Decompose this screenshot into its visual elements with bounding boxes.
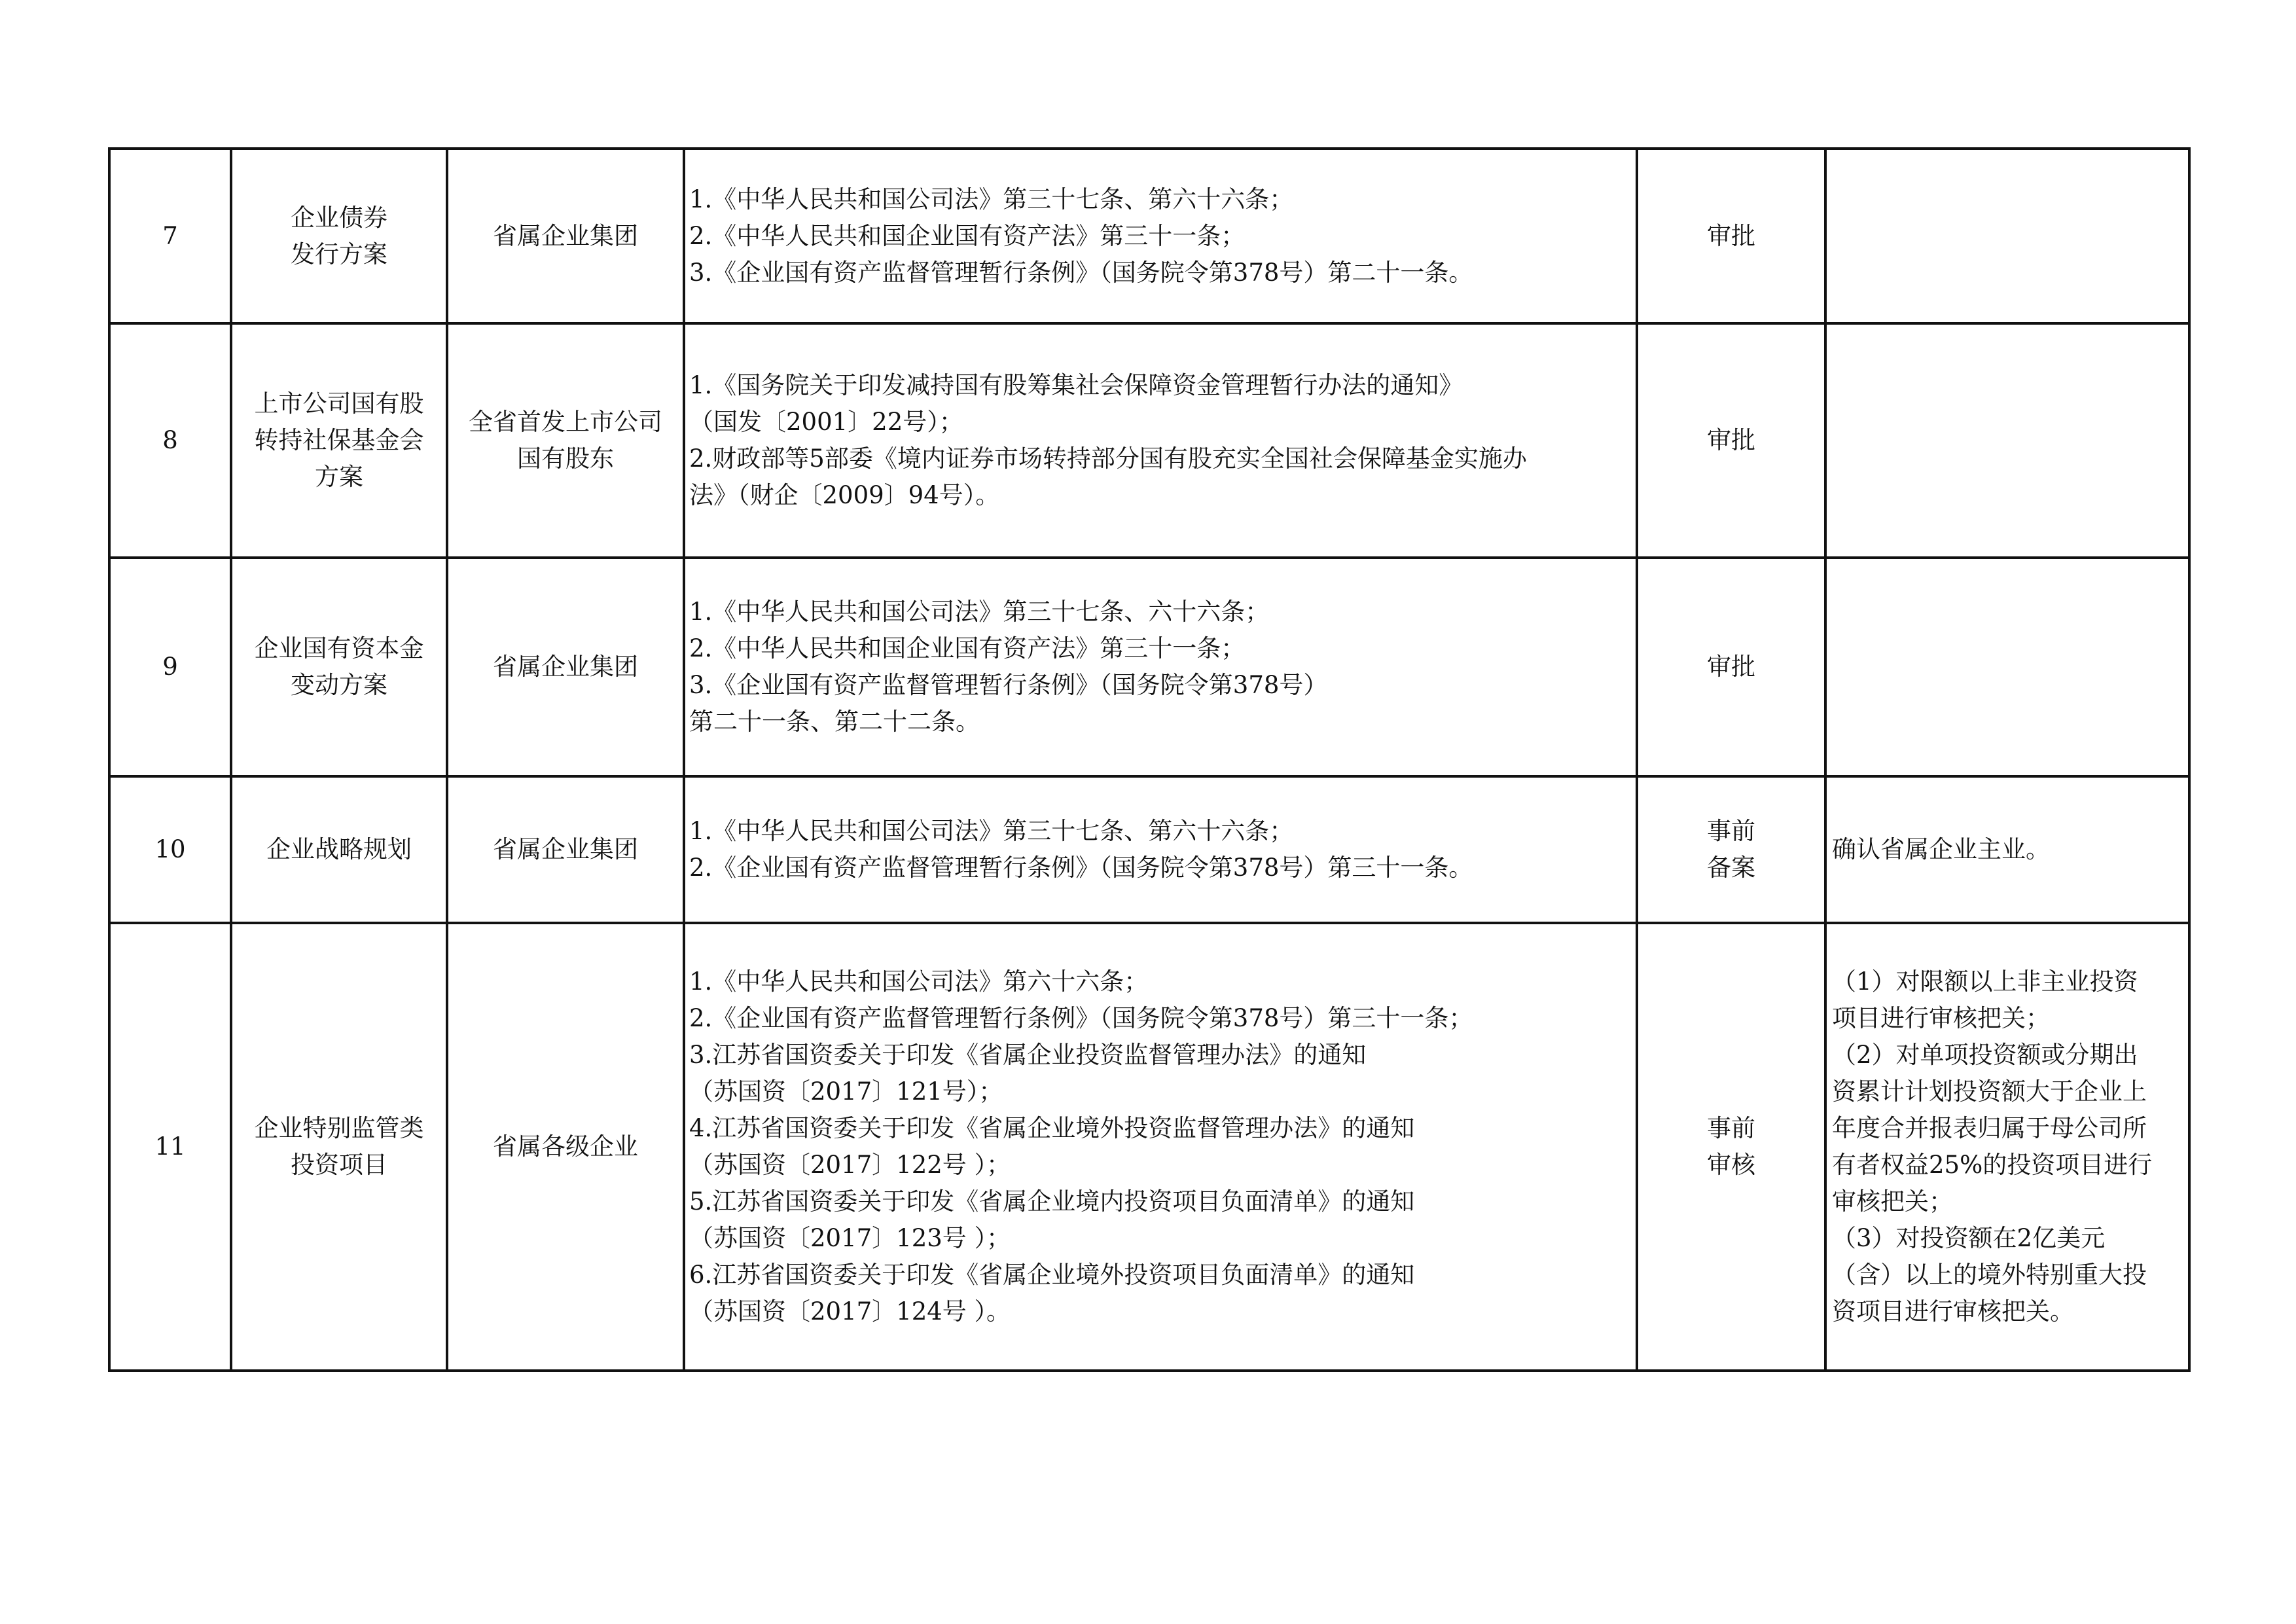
table-row	[109, 776, 2189, 923]
remarks-line: 资项目进行审核把关。	[1832, 1297, 2074, 1326]
method-line: 审核	[1707, 1151, 1755, 1179]
subject-line: 省属企业集团	[493, 653, 638, 681]
remarks-line: 有者权益25%的投资项目进行	[1832, 1151, 2153, 1179]
legal-basis-line: 6.江苏省国资委关于印发《省属企业境外投资项目负面清单》的通知	[689, 1261, 1415, 1289]
legal-basis-line: 2.《中华人民共和国企业国有资产法》第三十一条；	[689, 634, 1246, 662]
remarks	[1825, 776, 2189, 923]
legal-basis-line: 3.《企业国有资产监督管理暂行条例》（国务院令第378号）第二十一条。	[689, 258, 1473, 287]
item-name-line: 企业债券	[291, 203, 387, 232]
item-name-line: 变动方案	[291, 671, 387, 699]
row-number: 10	[109, 776, 231, 923]
subject-line: 省属企业集团	[493, 221, 638, 250]
row-number: 8	[109, 323, 231, 558]
legal-basis	[684, 776, 1637, 923]
legal-basis-line: 1.《中华人民共和国公司法》第六十六条；	[689, 967, 1149, 996]
legal-basis-line: 1.《中华人民共和国公司法》第三十七条、六十六条；	[689, 598, 1270, 626]
remarks-line: 资累计计划投资额大于企业上	[1832, 1077, 2147, 1106]
method	[1637, 776, 1825, 923]
table-row	[109, 323, 2189, 558]
subject	[447, 149, 684, 323]
remarks-line: 审核把关；	[1832, 1187, 1953, 1216]
subject-line: 省属企业集团	[493, 835, 638, 863]
remarks	[1825, 323, 2189, 558]
legal-basis	[684, 323, 1637, 558]
legal-basis-line: 2.财政部等5部委《境内证券市场转持部分国有股充实全国社会保障基金实施办	[689, 444, 1527, 473]
subject-line: 省属各级企业	[493, 1132, 638, 1161]
item-name	[231, 323, 447, 558]
legal-basis-line: （国发〔2001〕22号）；	[689, 408, 963, 436]
method	[1637, 923, 1825, 1371]
item-name	[231, 149, 447, 323]
legal-basis-line: 第二十一条、第二十二条。	[689, 708, 980, 736]
remarks-line: （含）以上的境外特别重大投	[1832, 1261, 2147, 1289]
subject-line: 全省首发上市公司	[469, 408, 662, 436]
legal-basis-line: 3.《企业国有资产监督管理暂行条例》（国务院令第378号）	[689, 671, 1328, 699]
legal-basis-line: 法》（财企〔2009〕94号）。	[689, 481, 1000, 509]
legal-basis-line: 2.《企业国有资产监督管理暂行条例》（国务院令第378号）第三十一条。	[689, 854, 1473, 882]
table-row	[109, 923, 2189, 1371]
item-name-line: 方案	[315, 463, 363, 491]
subject-line: 国有股东	[517, 444, 614, 473]
item-name-line: 上市公司国有股	[254, 389, 424, 418]
table-row	[109, 558, 2189, 776]
legal-basis-line: 1.《中华人民共和国公司法》第三十七条、第六十六条；	[689, 817, 1294, 845]
remarks	[1825, 558, 2189, 776]
remarks-line: （2）对单项投资额或分期出	[1832, 1041, 2138, 1069]
method-line: 备案	[1707, 854, 1755, 882]
item-name	[231, 923, 447, 1371]
item-name-line: 企业战略规划	[266, 835, 412, 863]
item-name-line: 发行方案	[291, 240, 387, 268]
method	[1637, 558, 1825, 776]
method-line: 审批	[1707, 426, 1755, 454]
method-line: 事前	[1707, 1114, 1755, 1142]
legal-basis-line: （苏国资〔2017〕124号 ）。	[689, 1297, 1011, 1326]
item-name	[231, 776, 447, 923]
item-name-line: 企业特别监管类	[254, 1114, 424, 1142]
remarks-line: 年度合并报表归属于母公司所	[1832, 1114, 2147, 1142]
row-number: 11	[109, 923, 231, 1371]
method-line: 审批	[1707, 221, 1755, 250]
table-row	[109, 149, 2189, 323]
item-name-line: 企业国有资本金	[254, 634, 424, 662]
supervision-items-table	[108, 147, 2191, 1372]
method	[1637, 149, 1825, 323]
remarks-line: 项目进行审核把关；	[1832, 1004, 2050, 1032]
remarks	[1825, 149, 2189, 323]
row-number: 9	[109, 558, 231, 776]
item-name-line: 转持社保基金会	[254, 426, 424, 454]
table-body	[109, 149, 2189, 1371]
method-line: 事前	[1707, 817, 1755, 845]
subject	[447, 558, 684, 776]
legal-basis-line: 4.江苏省国资委关于印发《省属企业境外投资监督管理办法》的通知	[689, 1114, 1415, 1142]
row-number: 7	[109, 149, 231, 323]
subject	[447, 323, 684, 558]
remarks-line: （3）对投资额在2亿美元	[1832, 1224, 2106, 1252]
legal-basis-line: （苏国资〔2017〕121号）；	[689, 1077, 1003, 1106]
legal-basis-line: （苏国资〔2017〕122号 ）；	[689, 1151, 1011, 1179]
legal-basis	[684, 558, 1637, 776]
remarks-line: 确认省属企业主业。	[1832, 835, 2050, 863]
legal-basis-line: 2.《企业国有资产监督管理暂行条例》（国务院令第378号）第三十一条；	[689, 1004, 1473, 1032]
legal-basis	[684, 923, 1637, 1371]
legal-basis-line: （苏国资〔2017〕123号 ）；	[689, 1224, 1011, 1252]
remarks-line: （1）对限额以上非主业投资	[1832, 967, 2138, 996]
legal-basis-line: 2.《中华人民共和国企业国有资产法》第三十一条；	[689, 221, 1246, 250]
method	[1637, 323, 1825, 558]
subject	[447, 923, 684, 1371]
subject	[447, 776, 684, 923]
legal-basis	[684, 149, 1637, 323]
legal-basis-line: 1.《中华人民共和国公司法》第三十七条、第六十六条；	[689, 185, 1294, 213]
method-line: 审批	[1707, 653, 1755, 681]
legal-basis-line: 3.江苏省国资委关于印发《省属企业投资监督管理办法》的通知	[689, 1041, 1367, 1069]
item-name-line: 投资项目	[291, 1151, 387, 1179]
item-name	[231, 558, 447, 776]
legal-basis-line: 1.《国务院关于印发减持国有股筹集社会保障资金管理暂行办法的通知》	[689, 371, 1463, 399]
remarks	[1825, 923, 2189, 1371]
legal-basis-line: 5.江苏省国资委关于印发《省属企业境内投资项目负面清单》的通知	[689, 1187, 1415, 1216]
